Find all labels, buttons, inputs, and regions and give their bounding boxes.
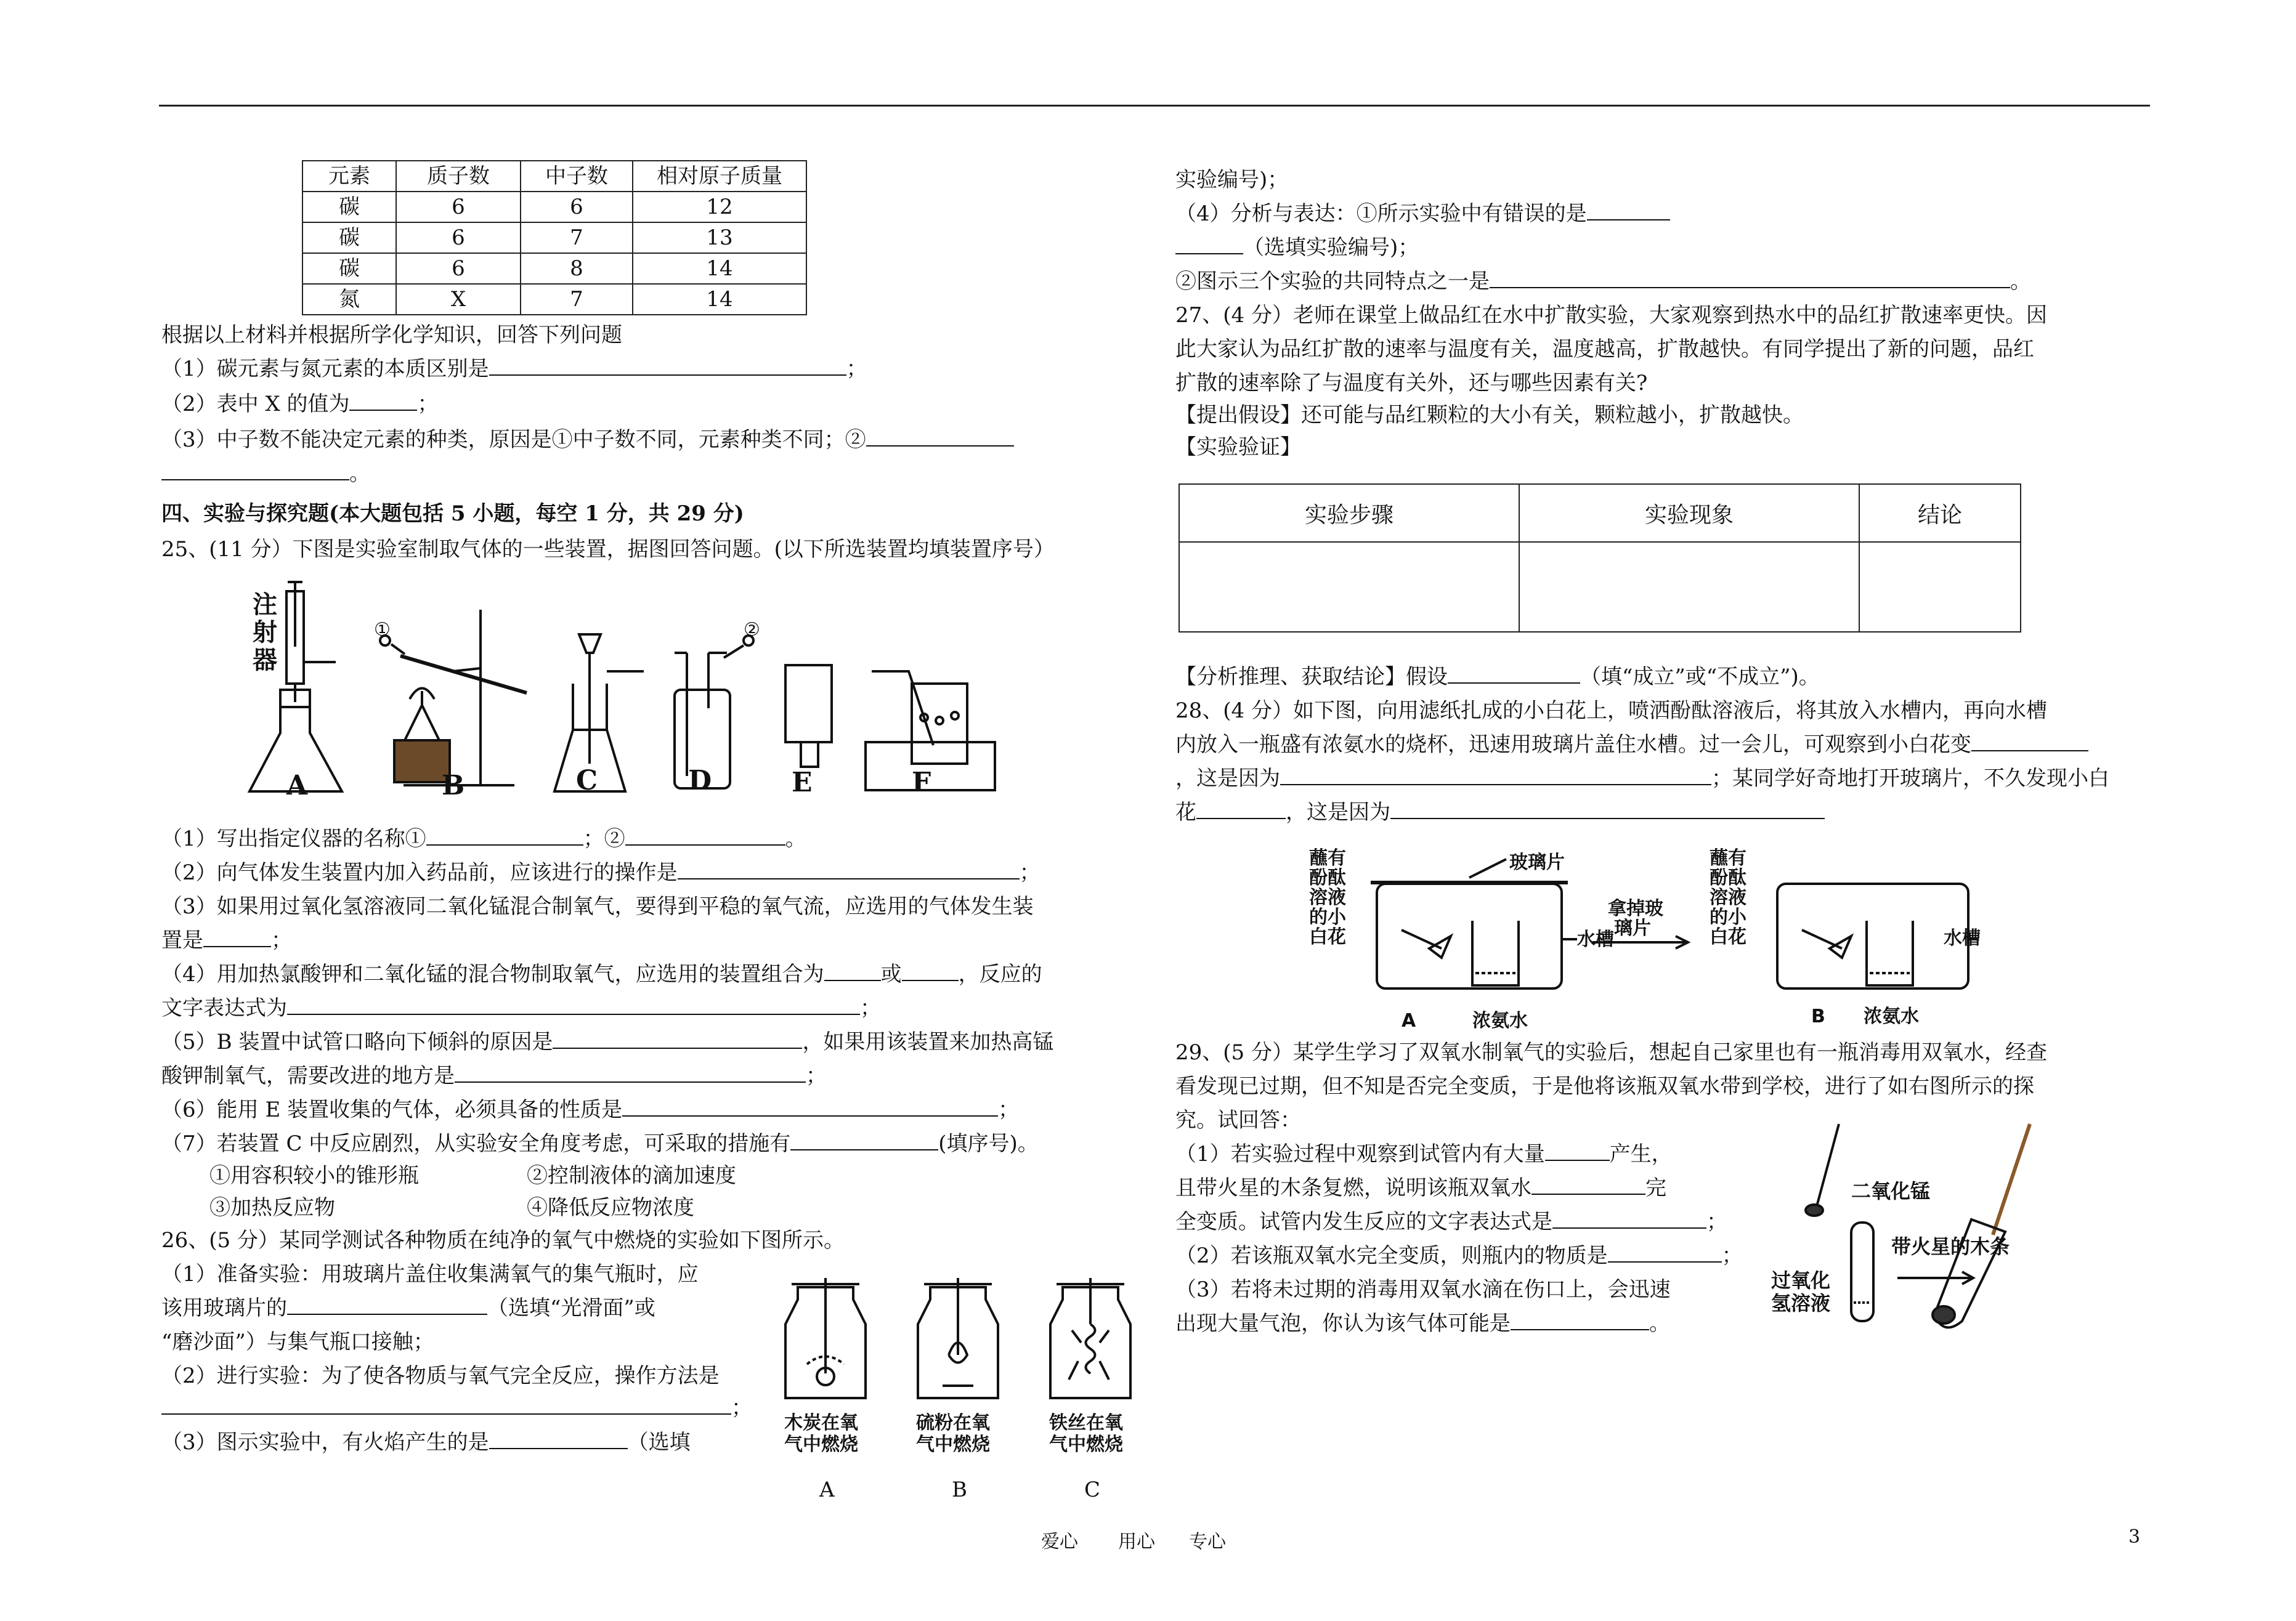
label-b: B (1811, 1006, 1825, 1027)
q25-7-option: ②控制液体的滴加速度 (527, 1163, 736, 1188)
caption-c-line2: 气中燃烧 (1049, 1434, 1123, 1455)
caption-a-line2: 气中燃烧 (784, 1434, 858, 1455)
answer-blank[interactable] (1196, 799, 1286, 819)
flower-label: 的小 (1309, 907, 1346, 928)
answer-cell[interactable] (1519, 542, 1859, 632)
experiment-table (1178, 483, 2021, 633)
table-cell: 6 (396, 222, 521, 253)
answer-blank[interactable] (349, 391, 417, 411)
answer-blank[interactable] (287, 995, 860, 1015)
table-cell: 氮 (302, 284, 396, 315)
q29-3a: （3）若将未过期的消毒用双氧水滴在伤口上，会迅速 (1175, 1277, 1671, 1302)
table-header: 相对原子质量 (633, 161, 806, 192)
q26-cont: 实验编号)； (1175, 168, 1289, 192)
q26-title: 26、(5 分）某同学测试各种物质在纯净的氧气中燃烧的实验如下图所示。 (161, 1228, 845, 1253)
q25-1: （1）写出指定仪器的名称① ；② 。 (161, 827, 806, 851)
answer-blank[interactable] (1511, 1311, 1649, 1330)
q29-line2: 看发现已过期，但不知是否完全变质，于是他将该瓶双氧水带到学校，进行了如右图所示的探 (1175, 1074, 2034, 1099)
tank-label: 水槽 (1944, 928, 1981, 949)
answer-blank[interactable] (824, 961, 881, 981)
table-cell: 12 (633, 192, 806, 222)
q28-line2: 内放入一瓶盛有浓氨水的烧杯，迅速用玻璃片盖住水槽。过一会儿，可观察到小白花变 (1175, 730, 2088, 759)
table-header: 实验步骤 (1179, 484, 1519, 542)
h2o2-label: 氢溶液 (1771, 1292, 1831, 1315)
arrow-label: 璃片 (1614, 918, 1651, 939)
q24-3-cont: 。 (161, 459, 370, 488)
answer-blank[interactable] (625, 826, 785, 846)
label-b: B (952, 1477, 967, 1502)
label-b: B (442, 770, 465, 801)
answer-cell[interactable] (1859, 542, 2021, 632)
q25-4b: 文字表达式为 ； (161, 996, 881, 1021)
answer-blank[interactable] (1390, 799, 1825, 819)
label-f: F (912, 767, 931, 798)
flower-label: 酚酞 (1710, 867, 1746, 889)
q26-4b: （选填实验编号)； (1175, 233, 1419, 262)
table-cell: 碳 (302, 192, 396, 222)
arrow-label: 拿掉玻 (1608, 898, 1663, 920)
q25-5a: （5）B 装置中试管口略向下倾斜的原因是 ，如果用该装置来加热高锰 (161, 1030, 1054, 1054)
label-a: A (286, 770, 308, 801)
ammonia-label: 浓氨水 (1864, 1006, 1919, 1027)
answer-blank[interactable] (790, 1131, 938, 1150)
label-a: A (819, 1477, 835, 1502)
footer-word: 用心 (1118, 1531, 1155, 1553)
mark-1: ① (374, 619, 391, 641)
table-header-row (1179, 484, 2021, 542)
caption-a-line1: 木炭在氧 (784, 1412, 858, 1434)
footer-word: 专心 (1189, 1531, 1226, 1553)
q29-1b: 且带火星的木条复燃，说明该瓶双氧水 完 (1175, 1176, 1666, 1200)
table-header: 质子数 (396, 161, 521, 192)
table-cell: 6 (396, 253, 521, 284)
q29-3b: 出现大量气泡，你认为该气体可能是 。 (1175, 1311, 1670, 1336)
answer-cell[interactable] (1179, 542, 1519, 632)
ammonia-label: 浓氨水 (1472, 1010, 1528, 1032)
answer-blank[interactable] (1552, 1209, 1706, 1229)
flower-label: 溶液 (1710, 887, 1746, 908)
header-rule (159, 105, 2150, 107)
answer-blank[interactable] (455, 1063, 806, 1083)
answer-blank[interactable] (489, 356, 846, 376)
answer-blank[interactable] (1175, 235, 1243, 254)
flower-label: 的小 (1710, 907, 1746, 928)
q25-6: （6）能用 E 装置收集的气体，必须具备的性质是 ； (161, 1098, 1020, 1122)
table-cell: 14 (633, 284, 806, 315)
flower-label: 溶液 (1309, 887, 1346, 908)
q28-line1: 28、(4 分）如下图，向用滤纸扎成的小白花上，喷洒酚酞溶液后，将其放入水槽内，再向水槽 (1175, 698, 2047, 723)
answer-blank[interactable] (161, 1395, 731, 1415)
answer-blank[interactable] (1587, 201, 1670, 220)
caption-b-line2: 气中燃烧 (916, 1434, 990, 1455)
q26-1c: “磨沙面”）与集气瓶口接触； (161, 1330, 434, 1354)
answer-blank[interactable] (161, 461, 349, 480)
table-header: 实验现象 (1519, 484, 1859, 542)
section-4-title: 四、实验与探究题(本大题包括 5 小题，每空 1 分，共 29 分) (161, 501, 744, 526)
q27-line1: 27、(4 分）老师在课堂上做品红在水中扩散实验，大家观察到热水中的品红扩散速率更快。因 (1175, 303, 2047, 328)
syringe-label: 器 (253, 645, 277, 674)
q25-3b: 置是 ； (161, 928, 292, 953)
q25-5b: 酸钾制氧气，需要改进的地方是 ； (161, 1064, 827, 1088)
table-row (302, 284, 806, 315)
answer-blank[interactable] (203, 928, 271, 947)
label-c: C (1084, 1477, 1101, 1502)
flower-label: 酚酞 (1309, 867, 1346, 889)
q29-2: （2）若该瓶双氧水完全变质，则瓶内的物质是 ； (1175, 1243, 1743, 1268)
table-cell: 13 (633, 222, 806, 253)
answer-blank[interactable] (489, 1429, 628, 1449)
q26-2: （2）进行实验：为了使各物质与氧气完全反应，操作方法是 (161, 1364, 720, 1388)
q26-3: （3）图示实验中，有火焰产生的是 （选填 (161, 1430, 691, 1455)
q26-4a: （4）分析与表达：①所示实验中有错误的是 (1175, 199, 1670, 228)
answer-blank[interactable] (1490, 269, 2010, 288)
label-e: E (792, 767, 813, 798)
table-cell: 碳 (302, 253, 396, 284)
q24-1: （1）碳元素与氮元素的本质区别是 ； (161, 357, 867, 381)
answer-blank[interactable] (426, 826, 583, 846)
mno2-label: 二氧化锰 (1851, 1179, 1931, 1203)
caption-b-line1: 硫粉在氧 (916, 1412, 990, 1434)
q28-line3: ，这是因为 ；某同学好奇地打开玻璃片，不久发现小白 (1175, 766, 2109, 791)
flower-label: 白花 (1309, 926, 1346, 948)
q29-line1: 29、(5 分）某学生学习了双氧水制氧气的实验后，想起自己家里也有一瓶消毒用双氧水，经查 (1175, 1040, 2047, 1065)
footer-word: 爱心 (1041, 1531, 1078, 1553)
answer-blank[interactable] (678, 860, 1020, 879)
table-cell: 7 (521, 284, 633, 315)
label-a: A (1402, 1010, 1416, 1032)
q25-3a: （3）如果用过氧化氢溶液同二氧化锰混合制氧气，要得到平稳的氧气流，应选用的气体发生装 (161, 894, 1034, 919)
q27-line2: 此大家认为品红扩散的速率与温度有关，温度越高，扩散越快。有同学提出了新的问题，品红 (1175, 337, 2034, 362)
q24-3: （3）中子数不能决定元素的种类，原因是①中子数不同，元素种类不同；② (161, 425, 1014, 455)
table-header: 结论 (1859, 484, 2021, 542)
q26-1b: 该用玻璃片的 （选填“光滑面”或 (161, 1296, 655, 1320)
q26-2-cont: ； (161, 1393, 752, 1423)
answer-blank[interactable] (1531, 1175, 1645, 1195)
q28-line4: 花 ，这是因为 (1175, 798, 1825, 827)
q25-4a: （4）用加热氯酸钾和二氧化锰的混合物制取氧气，应选用的装置组合为 或 ，反应的 (161, 962, 1042, 987)
table-cell: X (396, 284, 521, 315)
q25-title: 25、(11 分）下图是实验室制取气体的一些装置，据图回答问题。(以下所选装置均填装置序号） (161, 537, 1055, 562)
q24-intro: 根据以上材料并根据所学化学知识，回答下列问题 (161, 323, 622, 347)
q25-apparatus-figure (243, 579, 1001, 801)
q25-7-option: ③加热反应物 (209, 1195, 335, 1220)
q27-conclusion: 【分析推理、获取结论】假设 （填“成立”或“不成立”)。 (1175, 665, 1820, 689)
q26-4c: ②图示三个实验的共同特点之一是 。 (1175, 269, 2031, 294)
table-header: 元素 (302, 161, 396, 192)
tank-label: 水槽 (1577, 929, 1614, 950)
table-cell: 6 (521, 192, 633, 222)
answer-blank[interactable] (1971, 732, 2088, 751)
q27-verify: 【实验验证】 (1175, 435, 1301, 459)
q29-1a: （1）若实验过程中观察到试管内有大量 产生， (1175, 1142, 1673, 1166)
glass-label: 玻璃片 (1509, 852, 1565, 873)
table-cell: 碳 (302, 222, 396, 253)
answer-blank[interactable] (1608, 1243, 1722, 1263)
page-number: 3 (2128, 1526, 2141, 1548)
table-row (302, 222, 806, 253)
table-cell: 6 (396, 192, 521, 222)
flower-label: 白花 (1710, 926, 1746, 948)
q25-7-option: ①用容积较小的锥形瓶 (209, 1163, 419, 1188)
q29-line3: 究。试回答： (1175, 1108, 1301, 1133)
answer-blank[interactable] (1545, 1141, 1610, 1161)
caption-c-line1: 铁丝在氧 (1049, 1412, 1123, 1434)
answer-blank[interactable] (622, 1097, 998, 1117)
table-cell: 7 (521, 222, 633, 253)
table-row (1179, 542, 2021, 632)
q25-2: （2）向气体发生装置内加入药品前，应该进行的操作是 ； (161, 860, 1041, 885)
answer-blank[interactable] (866, 427, 1014, 447)
table-row (302, 253, 806, 284)
table-cell: 8 (521, 253, 633, 284)
q27-line3: 扩散的速率除了与温度有关外，还与哪些因素有关? (1175, 371, 1648, 395)
syringe-label: 注 (253, 590, 277, 619)
answer-blank[interactable] (553, 1029, 802, 1049)
answer-blank[interactable] (902, 961, 959, 981)
table-header-row (302, 161, 806, 192)
q25-7-option: ④降低反应物浓度 (527, 1195, 694, 1220)
table-cell: 14 (633, 253, 806, 284)
q27-hypothesis: 【提出假设】还可能与品红颗粒的大小有关，颗粒越小，扩散越快。 (1175, 403, 1804, 427)
answer-blank[interactable] (1448, 664, 1580, 684)
h2o2-label: 过氧化 (1771, 1269, 1831, 1292)
answer-blank[interactable] (1280, 766, 1711, 785)
table-header: 中子数 (521, 161, 633, 192)
q25-7: （7）若装置 C 中反应剧烈，从实验安全角度考虑，可采取的措施有 (填序号)。 (161, 1131, 1039, 1156)
mark-2: ② (744, 619, 760, 641)
q26-1a: （1）准备实验：用玻璃片盖住收集满氧气的集气瓶时，应 (161, 1262, 699, 1287)
splint-label: 带火星的木条 (1891, 1235, 2010, 1258)
table-row (302, 192, 806, 222)
flower-label: 蘸有 (1309, 847, 1346, 869)
q28-ammonia-figure (1309, 847, 1999, 1032)
flower-label: 蘸有 (1710, 847, 1746, 869)
q29-decomposition-figure (1759, 1118, 2048, 1346)
answer-blank[interactable] (287, 1295, 487, 1315)
element-table (302, 160, 807, 315)
label-c: C (576, 765, 598, 796)
label-d: D (688, 765, 712, 796)
syringe-label: 射 (253, 618, 277, 647)
q26-combustion-figure (773, 1256, 1155, 1503)
q24-2: （2）表中 X 的值为 ； (161, 392, 439, 416)
q29-1c: 全变质。试管内发生反应的文字表达式是 ； (1175, 1210, 1727, 1234)
